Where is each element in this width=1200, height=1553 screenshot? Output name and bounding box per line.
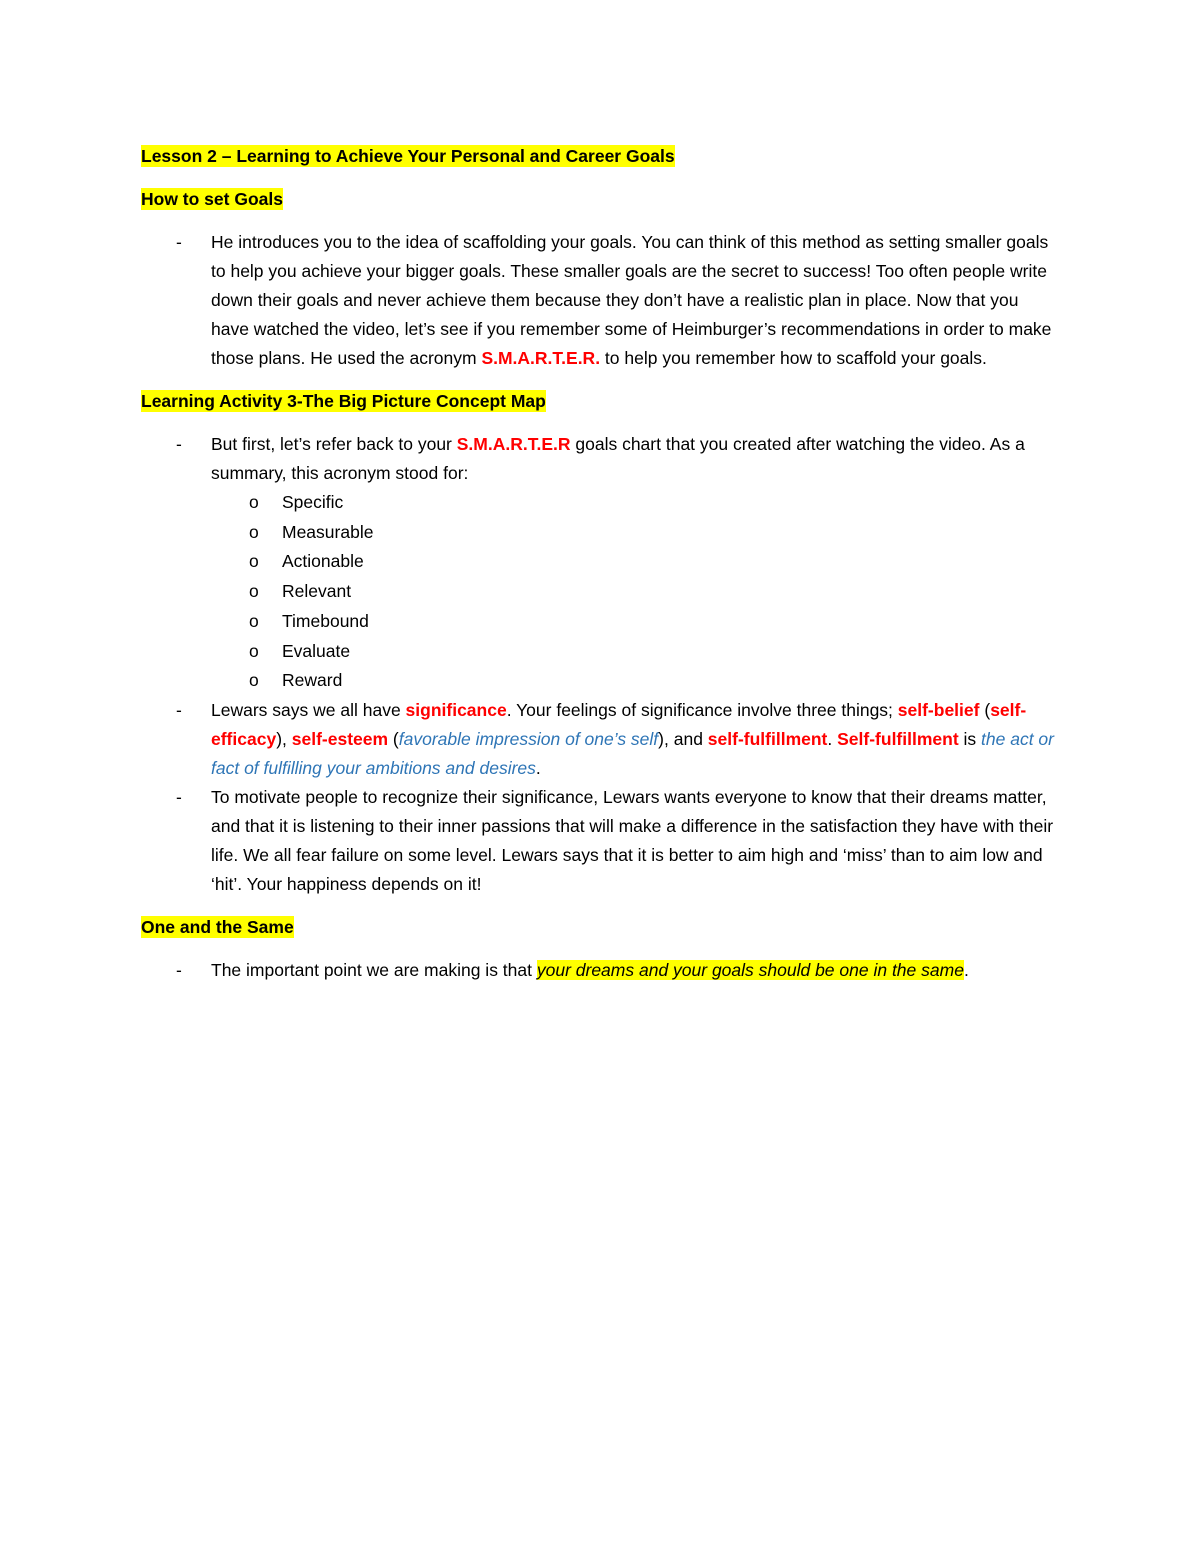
term-self-fulfillment: self-fulfillment xyxy=(707,728,828,749)
scaffolding-tail: to help you remember how to scaffold your goals. xyxy=(600,348,987,368)
circle-bullet: o xyxy=(249,551,259,572)
acronym-item: o Actionable xyxy=(211,547,1061,577)
circle-bullet: o xyxy=(249,670,259,691)
list-item-dreams-goals: - The important point we are making is that your dreams and your goals should be one in the same. xyxy=(141,956,1061,985)
dash-bullet: - xyxy=(176,699,182,720)
circle-bullet: o xyxy=(249,492,259,512)
lesson-title: Lesson 2 – Learning to Achieve Your Personal and Career Goals xyxy=(141,146,675,166)
definition-self-esteem: favorable impression of one’s self xyxy=(398,728,659,749)
document-body xyxy=(141,142,1061,999)
circle-bullet: o xyxy=(249,640,259,661)
definition-self-fulfillment: the act or fact of fulfilling your ambitions and desires xyxy=(211,728,1054,778)
term-self-esteem: self-esteem xyxy=(291,728,389,749)
smarter-acronym: S.M.A.R.T.E.R xyxy=(456,434,571,454)
list-item-refer-back xyxy=(141,430,1061,696)
acronym-item: o Timebound xyxy=(211,607,1061,637)
smarter-acronym: S.M.A.R.T.E.R. xyxy=(481,348,601,368)
acronym-item: o Evaluate xyxy=(211,637,1061,667)
highlighted-phrase: your dreams and your goals should be one in the same xyxy=(536,959,964,980)
acronym-item: o Specific xyxy=(211,488,1061,518)
refer-back-text: But first, let’s refer back to your xyxy=(211,434,457,454)
motivate-text: To motivate people to recognize their significance, Lewars wants everyone to know that their dreams matter, and that it is listening to their inner passions that will make a difference in the satisfaction they have with their life. We all fear failure on some level. Lewars says that it is better to aim high and ‘miss’ than to aim low and ‘hit’. Your happiness depends on it! xyxy=(211,786,1054,894)
term-self-belief: self-belief xyxy=(897,699,980,720)
list-item-scaffolding xyxy=(141,228,1061,373)
dash-bullet: - xyxy=(176,959,182,980)
heading-one-and-the-same: One and the Same xyxy=(141,916,294,937)
set-goals-list xyxy=(141,228,1061,373)
heading-learning-activity-3: Learning Activity 3-The Big Picture Concept Map xyxy=(141,391,546,411)
list-item-significance: - Lewars says we all have significance. Your feelings of significance involve three things; self-belief (self-efficacy), self-esteem (favorable impression of one’s self), and self-fulfillment. Self-fulfillment is the act or fact of fulfilling your ambitions and desires. xyxy=(141,696,1061,783)
circle-bullet: o xyxy=(249,581,259,602)
acronym-item: o Reward xyxy=(211,666,1061,696)
dash-bullet: - xyxy=(176,232,182,252)
one-same-list xyxy=(141,956,1061,985)
acronym-item: o Relevant xyxy=(211,577,1061,607)
dash-bullet: - xyxy=(176,434,182,454)
term-self-fulfillment-2: Self-fulfillment xyxy=(837,728,959,749)
term-significance: significance xyxy=(405,699,507,720)
circle-bullet: o xyxy=(249,521,259,542)
dash-bullet: - xyxy=(176,786,182,807)
activity3-list xyxy=(141,430,1061,899)
heading-how-to-set-goals: How to set Goals xyxy=(141,189,283,209)
circle-bullet: o xyxy=(249,610,259,631)
term-self-efficacy: self-efficacy xyxy=(211,699,1027,749)
refer-back-tail: goals chart that you created after watching the video. As a summary, this acronym stood for: xyxy=(211,434,1025,483)
scaffolding-text: He introduces you to the idea of scaffolding your goals. You can think of this method as setting smaller goals to help you achieve your bigger goals. These smaller goals are the secret to success! Too often people write down their goals and never achieve them because they don’t have a realistic plan in place. Now that you have watched the video, let’s see if you remember some of Heimburger’s recommendations in order to make those plans. He used the acronym xyxy=(211,232,1052,368)
acronym-item: o Measurable xyxy=(211,518,1061,548)
list-item-motivate xyxy=(141,783,1061,899)
acronym-list xyxy=(211,488,1061,696)
